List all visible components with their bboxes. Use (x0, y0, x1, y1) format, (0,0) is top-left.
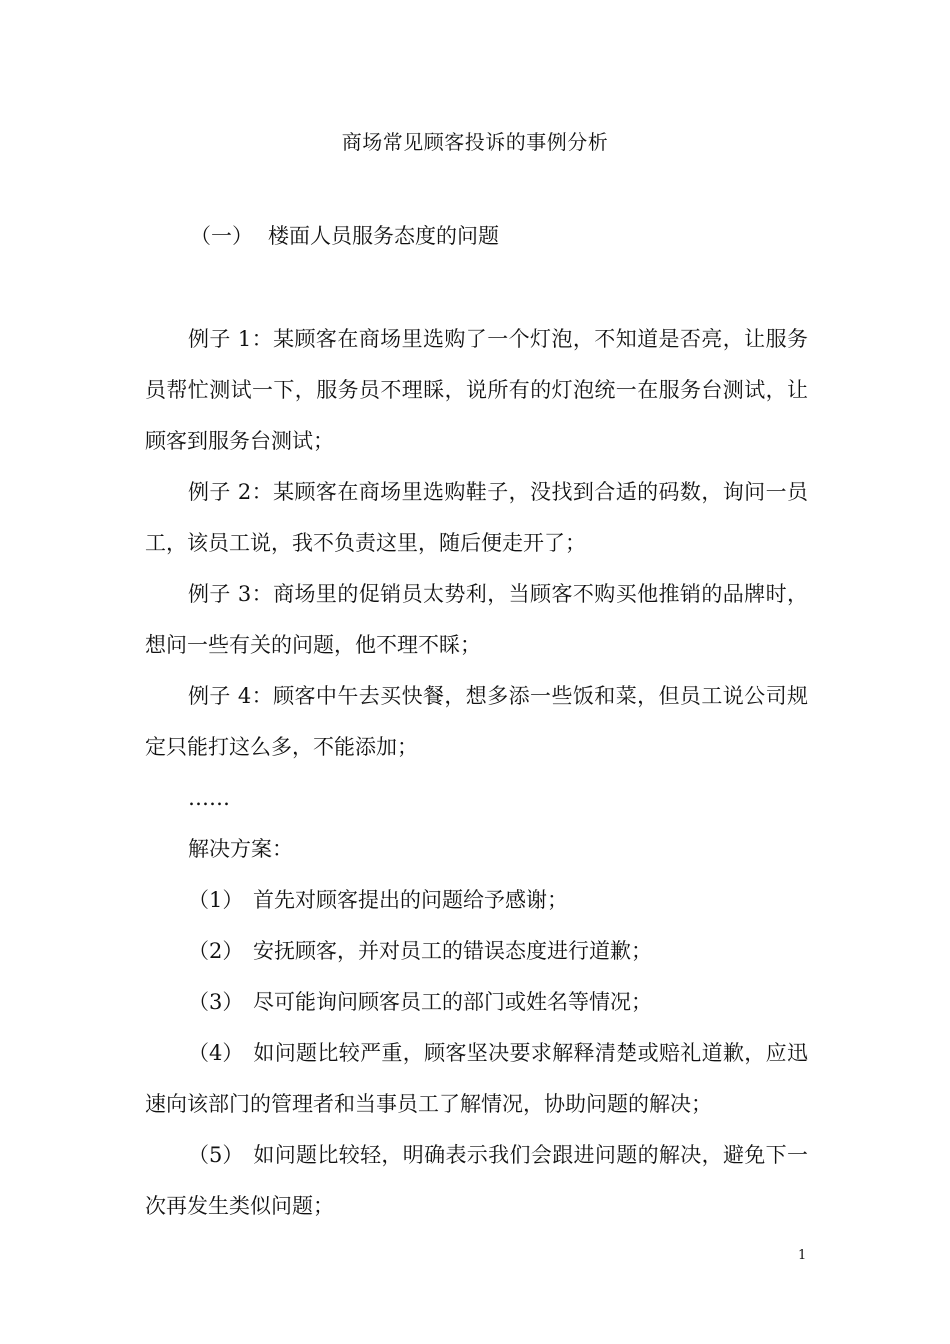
solution-text: 首先对顾客提出的问题给予感谢； (253, 888, 568, 912)
solution-item (145, 977, 808, 1028)
solution-number: （5） (188, 1143, 244, 1167)
solution-heading: 解决方案： (188, 837, 293, 861)
solution-number: （3） (188, 990, 244, 1014)
section-heading (190, 222, 499, 250)
ellipsis: …… (188, 786, 230, 810)
document-title: 商场常见顾客投诉的事例分析 (341, 130, 609, 154)
solution-item (145, 875, 808, 926)
example-paragraph: 例子 1：某顾客在商场里选购了一个灯泡，不知道是否亮，让服务员帮忙测试一下，服务员不理睬，说所有的灯泡统一在服务台测试，让顾客到服务台测试； (145, 327, 808, 453)
document-body (145, 314, 808, 1232)
solution-item (145, 1130, 808, 1232)
solution-text: 尽可能询问顾客员工的部门或姓名等情况； (253, 990, 652, 1014)
solution-number: （1） (188, 888, 244, 912)
solution-text: 安抚顾客，并对员工的错误态度进行道歉； (253, 939, 652, 963)
solution-text: 如问题比较轻，明确表示我们会跟进问题的解决，避免下一次再发生类似问题； (145, 1143, 808, 1218)
example-paragraph: 例子 2：某顾客在商场里选购鞋子，没找到合适的码数，询问一员工，该员工说，我不负责这里，随后便走开了； (145, 480, 808, 555)
example-paragraph: 例子 4：顾客中午去买快餐，想多添一些饭和菜，但员工说公司规定只能打这么多，不能添加； (145, 684, 808, 759)
solution-item (145, 926, 808, 977)
example-paragraph: 例子 3：商场里的促销员太势利，当顾客不购买他推销的品牌时，想问一些有关的问题，他不理不睬； (145, 582, 808, 657)
solution-number: （2） (188, 939, 244, 963)
solution-number: （4） (188, 1041, 244, 1065)
page-number: 1 (798, 1248, 807, 1263)
section-number: （一） (190, 224, 253, 248)
section-title: 楼面人员服务态度的问题 (268, 224, 499, 248)
solution-item (145, 1028, 808, 1130)
solution-text: 如问题比较严重，顾客坚决要求解释清楚或赔礼道歉，应迅速向该部门的管理者和当事员工了解情况，协助问题的解决； (145, 1041, 808, 1116)
